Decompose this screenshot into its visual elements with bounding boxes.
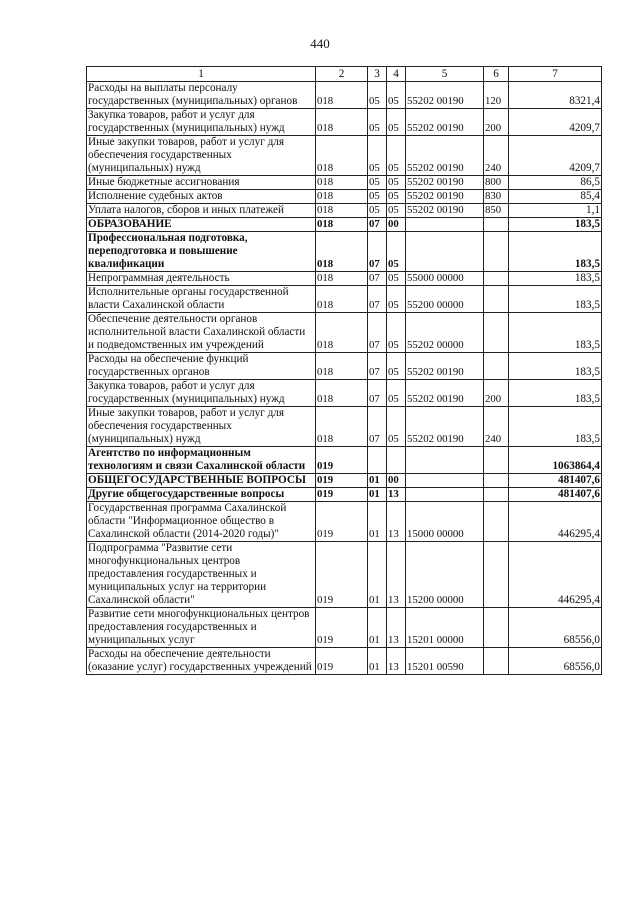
table-row	[87, 488, 602, 502]
section-code-cell: 05	[368, 82, 387, 109]
grbs-code-cell: 018	[316, 136, 368, 176]
section-code-cell: 01	[368, 542, 387, 608]
budget-table-body	[87, 67, 602, 675]
section-code-cell: 01	[368, 474, 387, 488]
expense-type-cell	[484, 608, 509, 648]
section-code-cell: 05	[368, 204, 387, 218]
expense-type-cell	[484, 272, 509, 286]
table-row	[87, 232, 602, 272]
table-row	[87, 176, 602, 190]
expense-type-cell: 200	[484, 109, 509, 136]
target-article-cell	[406, 488, 484, 502]
row-name-cell: Расходы на обеспечение деятельности (оказание услуг) государственных учреждений	[87, 648, 316, 675]
row-name-cell: Агентство по информационным технологиям и связи Сахалинской области	[87, 447, 316, 474]
grbs-code-cell: 019	[316, 542, 368, 608]
subsection-code-cell: 05	[387, 136, 406, 176]
target-article-cell	[406, 474, 484, 488]
subsection-code-cell: 13	[387, 608, 406, 648]
table-row	[87, 190, 602, 204]
target-article-cell: 55202 00190	[406, 353, 484, 380]
grbs-code-cell: 018	[316, 286, 368, 313]
row-name-cell: Иные закупки товаров, работ и услуг для обеспечения государственных (муниципальных) нужд	[87, 136, 316, 176]
amount-cell: 481407,6	[509, 474, 602, 488]
subsection-code-cell: 05	[387, 286, 406, 313]
expense-type-cell	[484, 218, 509, 232]
table-row	[87, 380, 602, 407]
column-header: 5	[406, 67, 484, 82]
column-header: 2	[316, 67, 368, 82]
grbs-code-cell: 018	[316, 353, 368, 380]
expense-type-cell: 200	[484, 380, 509, 407]
expense-type-cell	[484, 286, 509, 313]
amount-cell: 183,5	[509, 218, 602, 232]
amount-cell: 446295,4	[509, 542, 602, 608]
subsection-code-cell: 05	[387, 313, 406, 353]
table-row	[87, 218, 602, 232]
grbs-code-cell: 018	[316, 232, 368, 272]
target-article-cell: 55000 00000	[406, 272, 484, 286]
target-article-cell: 55200 00000	[406, 286, 484, 313]
column-header: 7	[509, 67, 602, 82]
amount-cell: 183,5	[509, 407, 602, 447]
grbs-code-cell: 018	[316, 82, 368, 109]
target-article-cell	[406, 232, 484, 272]
target-article-cell: 55202 00190	[406, 176, 484, 190]
subsection-code-cell: 05	[387, 204, 406, 218]
grbs-code-cell: 018	[316, 190, 368, 204]
row-name-cell: Закупка товаров, работ и услуг для государственных (муниципальных) нужд	[87, 380, 316, 407]
subsection-code-cell: 05	[387, 407, 406, 447]
amount-cell: 85,4	[509, 190, 602, 204]
amount-cell: 86,5	[509, 176, 602, 190]
amount-cell: 4209,7	[509, 136, 602, 176]
row-name-cell: ОБРАЗОВАНИЕ	[87, 218, 316, 232]
target-article-cell: 55202 00000	[406, 313, 484, 353]
row-name-cell: Подпрограмма "Развитие сети многофункциональных центров предоставления государственных и муниципальных услуг на территории Сахалинской области"	[87, 542, 316, 608]
grbs-code-cell: 018	[316, 176, 368, 190]
table-row	[87, 313, 602, 353]
row-name-cell: Другие общегосударственные вопросы	[87, 488, 316, 502]
grbs-code-cell: 019	[316, 474, 368, 488]
row-name-cell: Иные бюджетные ассигнования	[87, 176, 316, 190]
subsection-code-cell	[387, 447, 406, 474]
section-code-cell: 05	[368, 176, 387, 190]
amount-cell: 68556,0	[509, 608, 602, 648]
amount-cell: 183,5	[509, 286, 602, 313]
amount-cell: 1,1	[509, 204, 602, 218]
subsection-code-cell: 05	[387, 272, 406, 286]
subsection-code-cell: 05	[387, 176, 406, 190]
expense-type-cell	[484, 502, 509, 542]
table-row	[87, 542, 602, 608]
section-code-cell: 07	[368, 407, 387, 447]
grbs-code-cell: 019	[316, 488, 368, 502]
grbs-code-cell: 018	[316, 380, 368, 407]
amount-cell: 183,5	[509, 272, 602, 286]
expense-type-cell	[484, 474, 509, 488]
row-name-cell: Закупка товаров, работ и услуг для государственных (муниципальных) нужд	[87, 109, 316, 136]
expense-type-cell: 800	[484, 176, 509, 190]
section-code-cell	[368, 447, 387, 474]
table-row	[87, 474, 602, 488]
row-name-cell: Исполнительные органы государственной власти Сахалинской области	[87, 286, 316, 313]
expense-type-cell	[484, 488, 509, 502]
grbs-code-cell: 018	[316, 204, 368, 218]
target-article-cell: 55202 00190	[406, 82, 484, 109]
amount-cell: 481407,6	[509, 488, 602, 502]
grbs-code-cell: 018	[316, 313, 368, 353]
expense-type-cell	[484, 447, 509, 474]
table-header-row	[87, 67, 602, 82]
subsection-code-cell: 13	[387, 542, 406, 608]
subsection-code-cell: 05	[387, 109, 406, 136]
column-header: 1	[87, 67, 316, 82]
expense-type-cell: 120	[484, 82, 509, 109]
row-name-cell: Развитие сети многофункциональных центров предоставления государственных и муниципальных услуг	[87, 608, 316, 648]
amount-cell: 4209,7	[509, 109, 602, 136]
amount-cell: 183,5	[509, 313, 602, 353]
expense-type-cell	[484, 353, 509, 380]
row-name-cell: Уплата налогов, сборов и иных платежей	[87, 204, 316, 218]
row-name-cell: Расходы на выплаты персоналу государственных (муниципальных) органов	[87, 82, 316, 109]
target-article-cell	[406, 447, 484, 474]
expense-type-cell: 240	[484, 136, 509, 176]
subsection-code-cell: 05	[387, 190, 406, 204]
row-name-cell: Непрограммная деятельность	[87, 272, 316, 286]
table-row	[87, 608, 602, 648]
section-code-cell: 05	[368, 109, 387, 136]
section-code-cell: 07	[368, 272, 387, 286]
section-code-cell: 05	[368, 136, 387, 176]
subsection-code-cell: 13	[387, 488, 406, 502]
grbs-code-cell: 019	[316, 447, 368, 474]
row-name-cell: Расходы на обеспечение функций государственных органов	[87, 353, 316, 380]
target-article-cell: 55202 00190	[406, 204, 484, 218]
expense-type-cell: 240	[484, 407, 509, 447]
row-name-cell: Исполнение судебных актов	[87, 190, 316, 204]
expense-type-cell: 830	[484, 190, 509, 204]
subsection-code-cell: 00	[387, 474, 406, 488]
subsection-code-cell: 13	[387, 648, 406, 675]
expense-type-cell	[484, 232, 509, 272]
expense-type-cell: 850	[484, 204, 509, 218]
section-code-cell: 05	[368, 190, 387, 204]
table-row	[87, 82, 602, 109]
subsection-code-cell: 13	[387, 502, 406, 542]
table-row	[87, 286, 602, 313]
target-article-cell: 15201 00000	[406, 608, 484, 648]
column-header: 4	[387, 67, 406, 82]
row-name-cell: Профессиональная подготовка, переподготовка и повышение квалификации	[87, 232, 316, 272]
amount-cell: 183,5	[509, 353, 602, 380]
table-row	[87, 502, 602, 542]
target-article-cell: 55202 00190	[406, 109, 484, 136]
section-code-cell: 07	[368, 218, 387, 232]
table-row	[87, 109, 602, 136]
table-row	[87, 204, 602, 218]
table-row	[87, 407, 602, 447]
target-article-cell: 15201 00590	[406, 648, 484, 675]
column-header: 6	[484, 67, 509, 82]
row-name-cell: ОБЩЕГОСУДАРСТВЕННЫЕ ВОПРОСЫ	[87, 474, 316, 488]
row-name-cell: Обеспечение деятельности органов исполнительной власти Сахалинской области и подведомственных им учреждений	[87, 313, 316, 353]
section-code-cell: 01	[368, 608, 387, 648]
target-article-cell: 55202 00190	[406, 380, 484, 407]
section-code-cell: 01	[368, 648, 387, 675]
expense-type-cell	[484, 313, 509, 353]
row-name-cell: Иные закупки товаров, работ и услуг для обеспечения государственных (муниципальных) нужд	[87, 407, 316, 447]
section-code-cell: 07	[368, 353, 387, 380]
amount-cell: 183,5	[509, 380, 602, 407]
grbs-code-cell: 019	[316, 648, 368, 675]
grbs-code-cell: 019	[316, 502, 368, 542]
grbs-code-cell: 018	[316, 218, 368, 232]
section-code-cell: 01	[368, 488, 387, 502]
table-row	[87, 648, 602, 675]
page-number: 440	[310, 36, 330, 51]
subsection-code-cell: 05	[387, 380, 406, 407]
amount-cell: 1063864,4	[509, 447, 602, 474]
section-code-cell: 01	[368, 502, 387, 542]
row-name-cell: Государственная программа Сахалинской области "Информационное общество в Сахалинской области (2014-2020 годы)"	[87, 502, 316, 542]
amount-cell: 8321,4	[509, 82, 602, 109]
table-row	[87, 136, 602, 176]
grbs-code-cell: 018	[316, 272, 368, 286]
target-article-cell: 55202 00190	[406, 190, 484, 204]
grbs-code-cell: 019	[316, 608, 368, 648]
subsection-code-cell: 05	[387, 82, 406, 109]
amount-cell: 68556,0	[509, 648, 602, 675]
grbs-code-cell: 018	[316, 109, 368, 136]
target-article-cell: 15200 00000	[406, 542, 484, 608]
target-article-cell: 55202 00190	[406, 407, 484, 447]
section-code-cell: 07	[368, 286, 387, 313]
subsection-code-cell: 00	[387, 218, 406, 232]
subsection-code-cell: 05	[387, 353, 406, 380]
subsection-code-cell: 05	[387, 232, 406, 272]
table-row	[87, 447, 602, 474]
target-article-cell: 55202 00190	[406, 136, 484, 176]
expense-type-cell	[484, 648, 509, 675]
table-row	[87, 353, 602, 380]
budget-table	[86, 66, 602, 675]
table-row	[87, 272, 602, 286]
target-article-cell	[406, 218, 484, 232]
grbs-code-cell: 018	[316, 407, 368, 447]
amount-cell: 446295,4	[509, 502, 602, 542]
expense-type-cell	[484, 542, 509, 608]
amount-cell: 183,5	[509, 232, 602, 272]
target-article-cell: 15000 00000	[406, 502, 484, 542]
section-code-cell: 07	[368, 380, 387, 407]
column-header: 3	[368, 67, 387, 82]
section-code-cell: 07	[368, 313, 387, 353]
section-code-cell: 07	[368, 232, 387, 272]
